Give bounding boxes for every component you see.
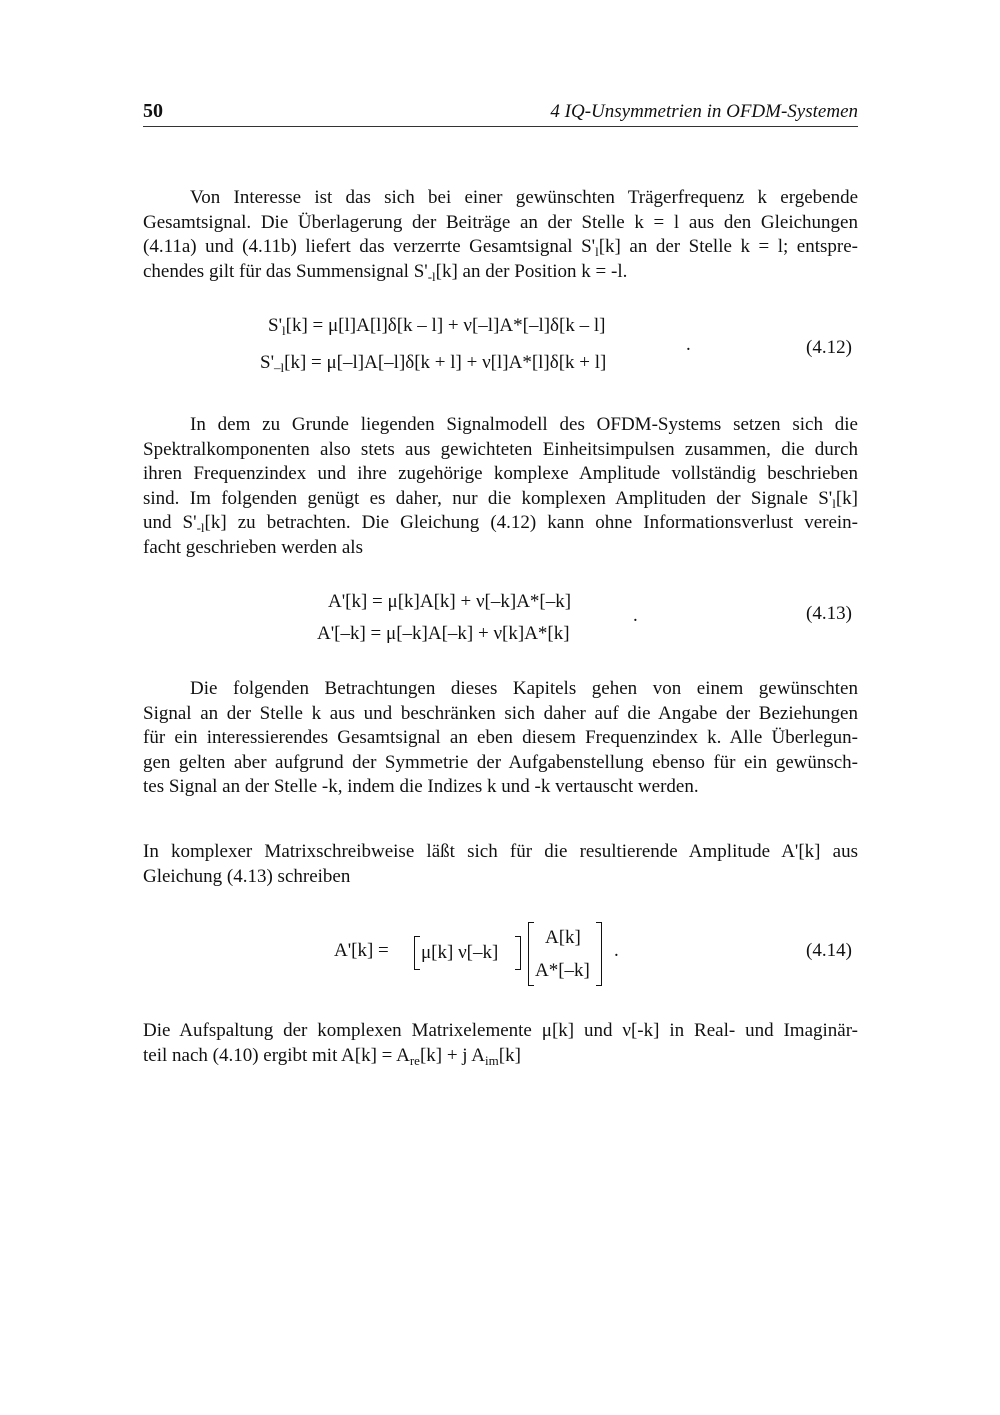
paragraph-2 — [143, 413, 858, 560]
text-line: Gesamtsignal. Die Überlagerung der Beiträge an der Stelle k = l aus den Gleichungen — [143, 211, 858, 233]
text-line: (4.11a) und (4.11b) liefert das verzerrte Gesamtsignal $S'_l[k]$ an der Stelle k = l; entspre- — [143, 236, 858, 259]
column-vector-bottom: A*[–k] — [535, 960, 590, 981]
equation-row: A'[k] = μ[k]A[k] + ν[–k]A*[–k] — [328, 591, 572, 612]
text-line: teil nach (4.10) ergibt mit $A[k] = A_{re}[k] + j$ $A_{im}[k]$ — [143, 1044, 521, 1068]
row-vector-bracket-right — [515, 936, 521, 970]
page-number: 50 — [143, 100, 163, 122]
text-line: Die Aufspaltung der komplexen Matrixelemente μ[k] und ν[-k] in Real- und Imaginär- — [143, 1020, 858, 1041]
text-line: ihren Frequenzindex und ihre zugehörige komplexe Amplitude vollständig beschrieben — [143, 463, 858, 484]
row-vector-bracket-left — [414, 936, 420, 970]
text-line: für ein interessierendes Gesamtsignal an eben diesem Frequenzindex k. Alle Überlegun- — [143, 727, 858, 748]
paragraph-3 — [143, 677, 858, 800]
text-line: und $S'_{-l}[k]$ zu betrachten. Die Gleichung (4.12) kann ohne Informationsverlust verein- — [143, 512, 858, 535]
equation-number: (4.13) — [806, 603, 852, 624]
column-vector-top: A[k] — [545, 927, 581, 948]
text-line: facht geschrieben werden als — [143, 536, 363, 558]
text-line: tes Signal an der Stelle -k, indem die Indizes k und -k vertauscht werden. — [143, 776, 699, 797]
text-line: In dem zu Grunde liegenden Signalmodell des OFDM-Systems setzen sich die — [190, 414, 858, 435]
text-line: sind. Im folgenden genügt es daher, nur die komplexen Amplituden der Signale $S'_l[k]$ — [143, 487, 858, 511]
text-line: gen gelten aber aufgrund der Symmetrie der Aufgabenstellung ebenso für ein gewünsch- — [143, 751, 858, 773]
equation-row: $S'_{-l}[k] = \mu[-l]A[-l]\delta[k + l] + \nu[l]A*[l]\delta[k + l]$ — [260, 352, 607, 375]
text-line: In komplexer Matrixschreibweise läßt sich für die resultierende Amplitude A'[k] aus — [143, 841, 858, 862]
column-vector-bracket-left — [528, 922, 534, 986]
text-line: chendes gilt für das Summensignal $S'_{-l}[k]$ an der Position k = -l. — [143, 260, 628, 284]
equation-number: (4.12) — [806, 337, 852, 358]
equation-period: . — [614, 940, 619, 961]
equation-row: $S'_l[k] = \mu[l]A[l]\delta[k - l] + \nu[-l]A*[-l]\delta[k - l]$ — [268, 315, 606, 338]
column-vector-bracket-right — [596, 922, 602, 986]
text-line: Spektralkomponenten also stets aus gewichteten Einheitsimpulsen zusammen, die durch — [143, 438, 858, 460]
row-vector: μ[k] ν[–k] — [421, 942, 499, 963]
text-line: Gleichung (4.13) schreiben — [143, 865, 351, 887]
paragraph-5 — [143, 1019, 858, 1068]
equation-lhs: A'[k] = — [334, 940, 389, 961]
text-line: Signal an der Stelle k aus und beschränken sich daher auf die Angabe der Beziehungen — [143, 702, 858, 724]
paragraph-1 — [143, 186, 858, 284]
equation-number: (4.14) — [806, 940, 852, 961]
running-header — [143, 98, 858, 127]
text-line: Die folgenden Betrachtungen dieses Kapitels gehen von einem gewünschten — [190, 678, 858, 699]
running-title: 4 IQ-Unsymmetrien in OFDM-Systemen — [550, 101, 858, 122]
text-line: Von Interesse ist das sich bei einer gewünschten Trägerfrequenz k ergebende — [190, 187, 858, 208]
paragraph-4 — [143, 840, 858, 889]
equation-row: A'[–k] = μ[–k]A[–k] + ν[k]A*[k] — [317, 623, 570, 644]
equation-period: . — [686, 334, 691, 355]
equation-period: . — [633, 605, 638, 626]
